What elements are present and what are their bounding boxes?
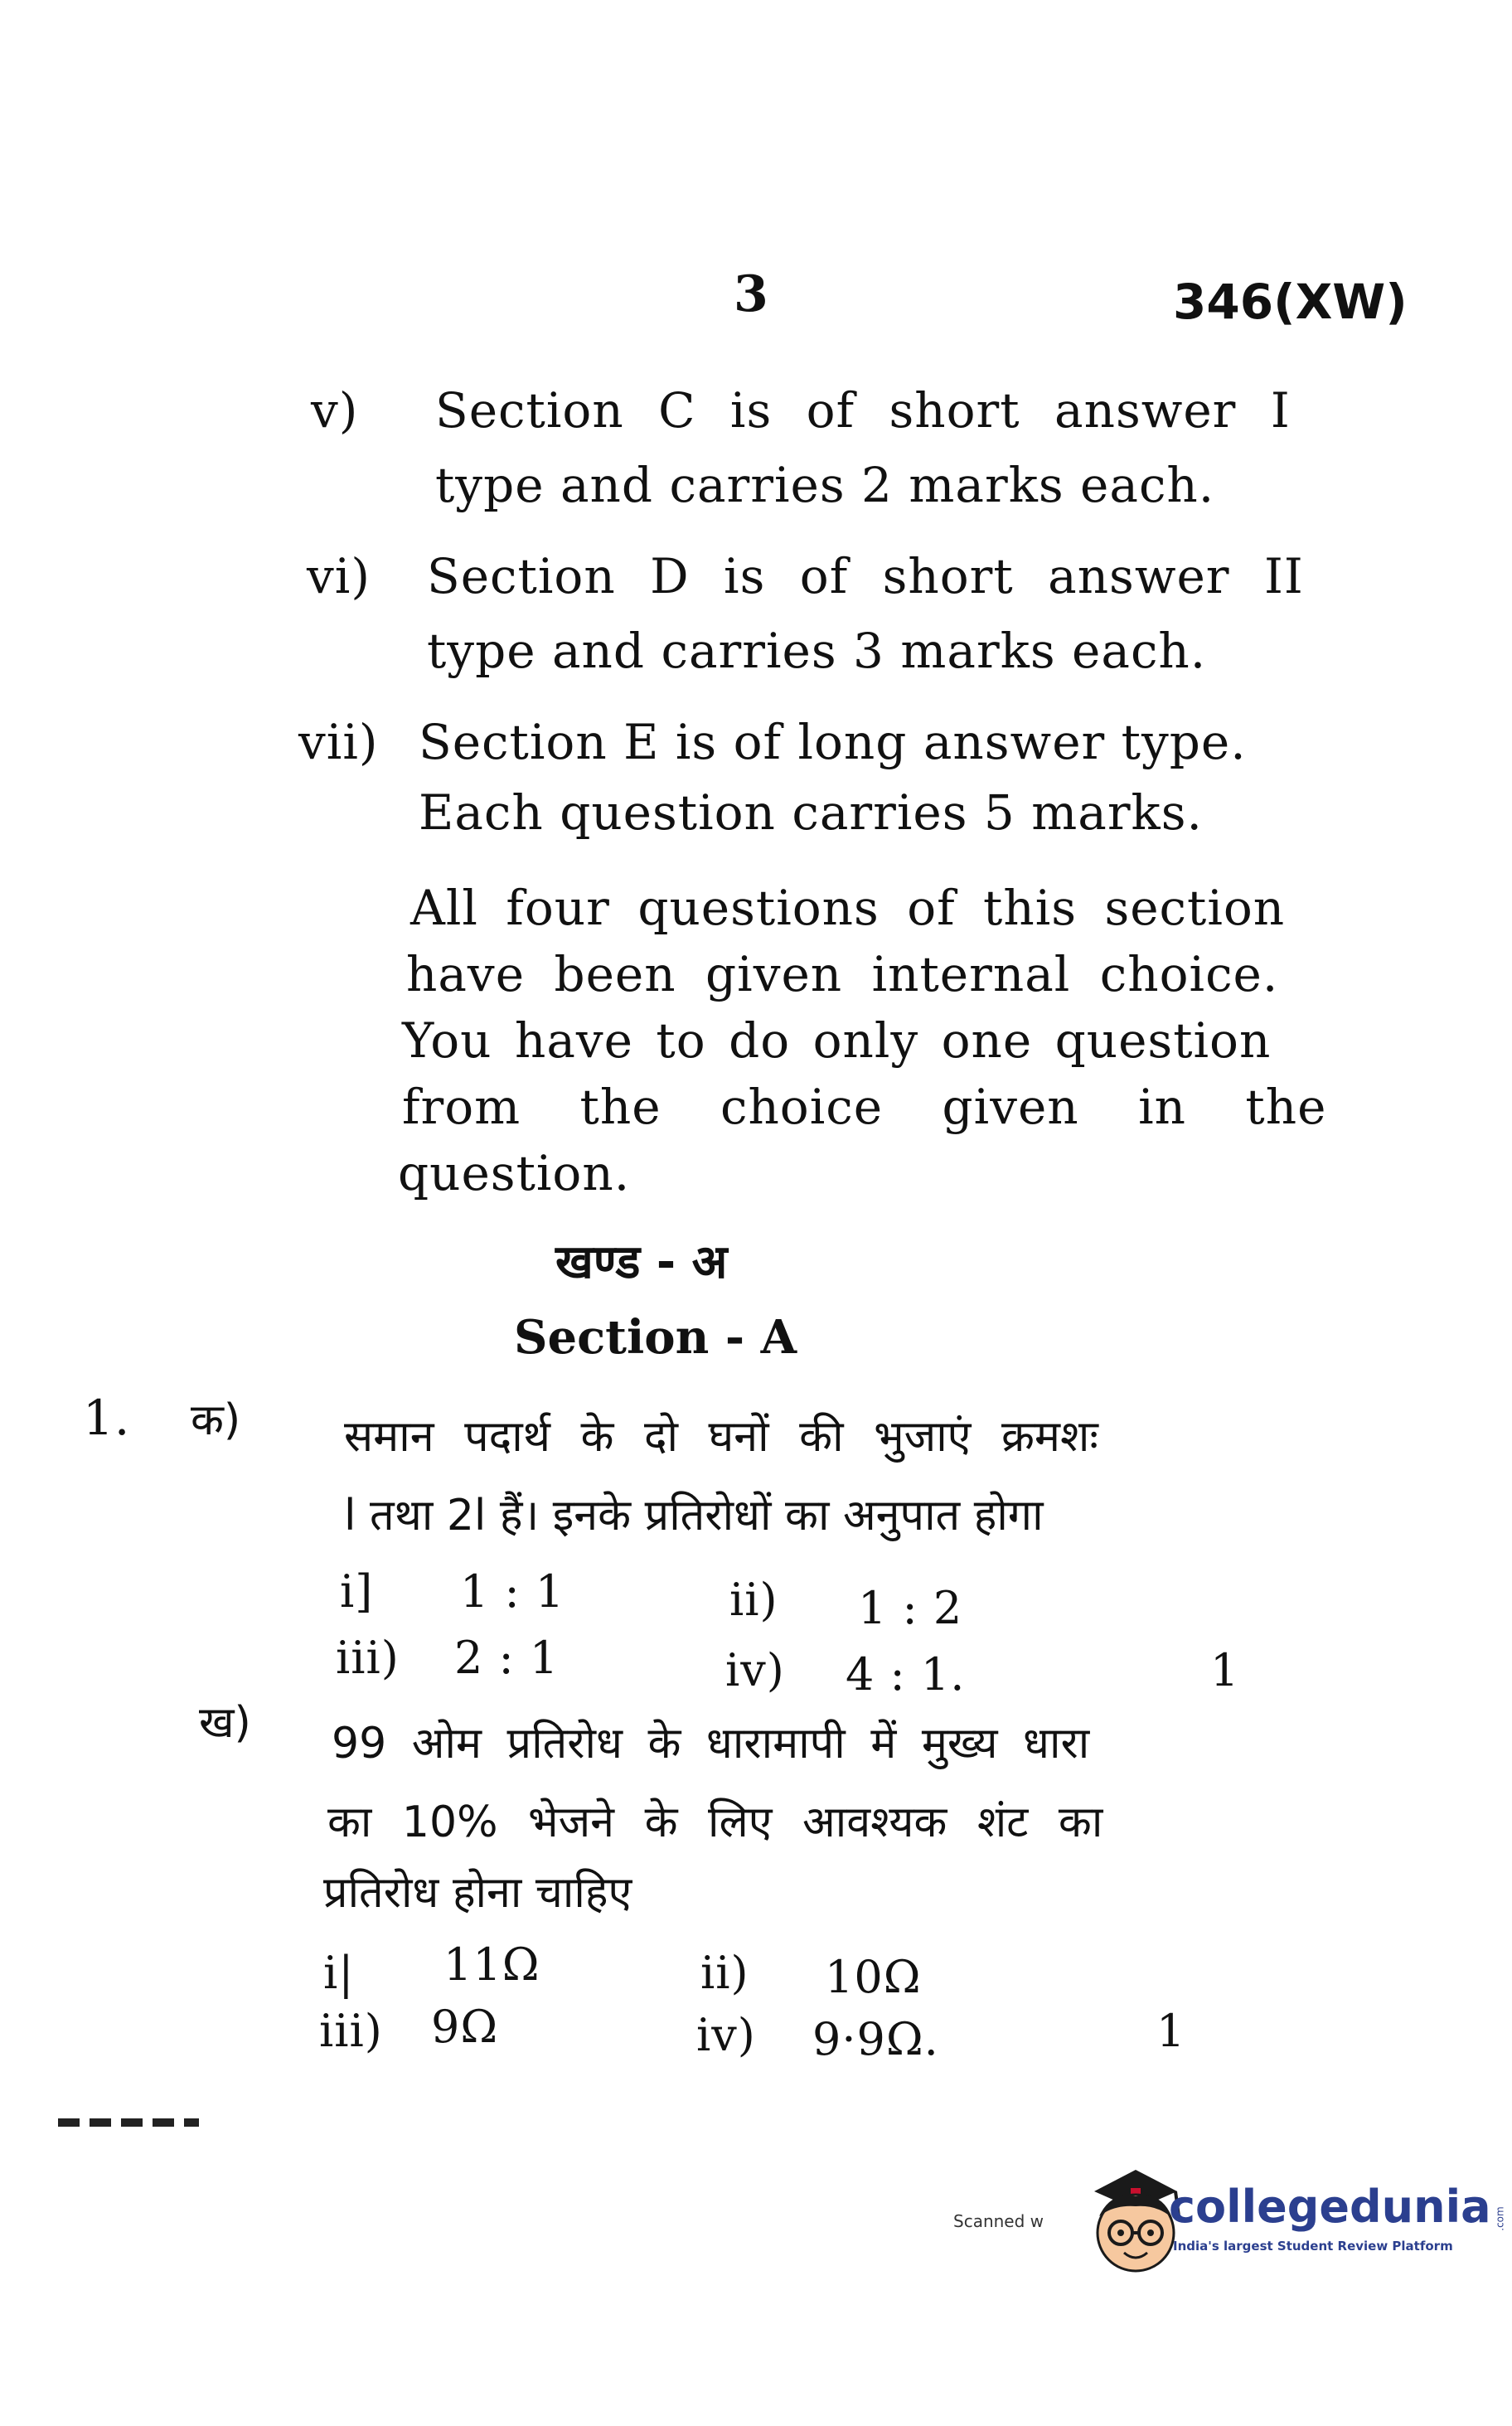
- q1-part-a-line-2: l तथा 2l हैं। इनके प्रतिरोधों का अनुपात होगा: [344, 1491, 1044, 1541]
- brand-suffix: .com: [1494, 2206, 1506, 2231]
- q1-part-a-line-1: समान पदार्थ के दो घनों की भुजाएं क्रमशः: [344, 1412, 1098, 1462]
- q1b-option-2-value: 10Ω: [825, 1951, 922, 2003]
- q1a-option-2-number: ii): [729, 1574, 778, 1626]
- q1a-option-3-value: 2 : 1: [454, 1632, 560, 1684]
- q1-part-b-line-3: प्रतिरोध होना चाहिए: [323, 1868, 632, 1918]
- q1b-option-2-number: ii): [700, 1947, 749, 1999]
- q1a-marks: 1: [1210, 1644, 1240, 1696]
- q1b-option-1-value: 11Ω: [443, 1938, 540, 1991]
- q1b-option-4-value: 9·9Ω.: [812, 2013, 939, 2065]
- instruction-vii-line-1: Section E is of long answer type.: [419, 714, 1247, 770]
- instruction-vii-line-2: Each question carries 5 marks.: [419, 784, 1203, 841]
- brand-tagline: India's largest Student Review Platform: [1173, 2239, 1453, 2254]
- q1-part-a-label: क): [191, 1395, 241, 1445]
- section-heading: Section - A: [514, 1310, 797, 1365]
- page-number: 3: [734, 265, 768, 323]
- q1b-option-3-number: iii): [319, 2005, 383, 2057]
- choice-note-line-2: have been given internal choice.: [406, 946, 1279, 1002]
- q1-part-b-line-1: 99 ओम प्रतिरोध के धारामापी में मुख्य धारा: [332, 1719, 1090, 1769]
- q1-part-b-label: ख): [199, 1698, 251, 1748]
- instruction-vii-number: vii): [298, 714, 379, 770]
- q1a-option-4-number: iv): [725, 1644, 785, 1696]
- q1a-option-2-value: 1 : 2: [858, 1582, 963, 1634]
- instruction-vi-line-1: Section D is of short answer II: [427, 548, 1304, 604]
- instruction-v-line-1: Section C is of short answer I: [435, 382, 1291, 439]
- question-number: 1.: [83, 1390, 131, 1446]
- instruction-v-number: v): [311, 382, 359, 439]
- choice-note-line-3: You have to do only one question: [402, 1012, 1272, 1069]
- brand-name: collegedunia: [1169, 2181, 1491, 2233]
- q1a-option-1-value: 1 : 1: [460, 1565, 565, 1618]
- instruction-vi-number: vi): [307, 548, 371, 604]
- q1b-option-3-value: 9Ω: [431, 2001, 499, 2053]
- section-heading-hindi: खण्ड - अ: [555, 1235, 728, 1289]
- scanned-with-text: Scanned w: [953, 2211, 1044, 2231]
- instruction-vi-line-2: type and carries 3 marks each.: [427, 623, 1207, 679]
- choice-note-line-5: question.: [398, 1145, 631, 1201]
- q1b-option-1-number: i|: [323, 1947, 355, 1999]
- paper-code: 346(XW): [1173, 274, 1408, 330]
- q1a-option-3-number: iii): [336, 1632, 400, 1684]
- choice-note-line-4: from the choice given in the: [402, 1079, 1327, 1135]
- choice-note-line-1: All four questions of this section: [410, 880, 1286, 936]
- q1a-option-1-number: i]: [340, 1565, 374, 1618]
- q1b-option-4-number: iv): [696, 2009, 756, 2061]
- scan-edge-remnant: [58, 2118, 199, 2127]
- q1a-option-4-value: 4 : 1.: [846, 1648, 966, 1701]
- instruction-v-line-2: type and carries 2 marks each.: [435, 457, 1215, 513]
- q1-part-b-line-2: का 10% भेजने के लिए आवश्यक शंट का: [327, 1798, 1103, 1847]
- q1b-marks: 1: [1156, 2005, 1186, 2057]
